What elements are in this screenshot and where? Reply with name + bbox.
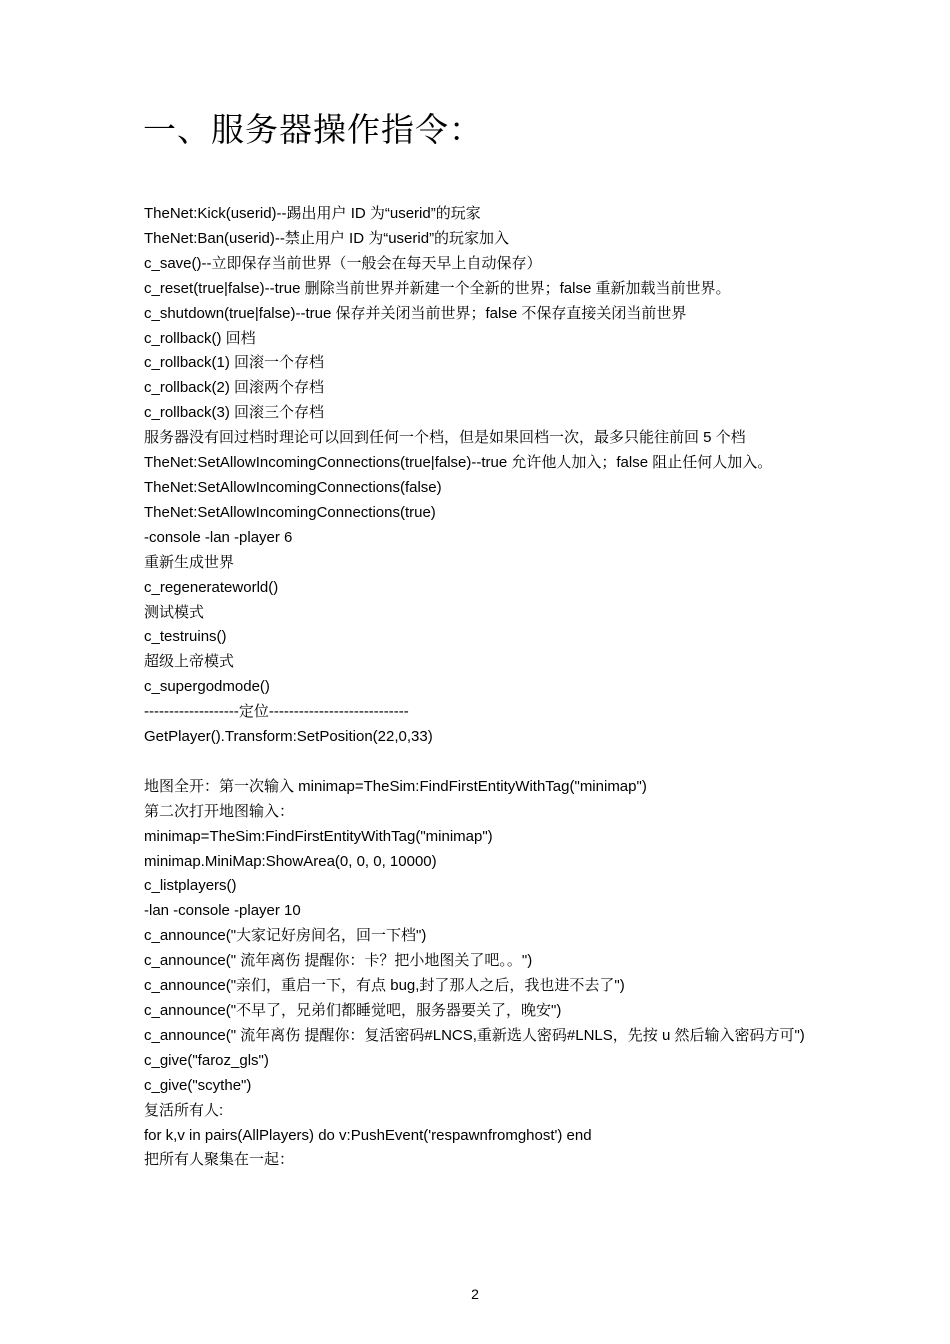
text-line: c_announce("亲们，重启一下，有点 bug,封了那人之后，我也进不去了") — [144, 977, 625, 995]
text-line: 把所有人聚集在一起： — [144, 1151, 295, 1169]
text-line: c_announce("不早了，兄弟们都睡觉吧，服务器要关了，晚安") — [144, 1001, 562, 1019]
section-heading: 一、服务器操作指令： — [143, 110, 483, 149]
text-line: c_announce("大家记好房间名，回一下档") — [144, 927, 427, 945]
command-list — [144, 202, 814, 1173]
text-line: TheNet:SetAllowIncomingConnections(false) — [144, 478, 442, 496]
text-line: 地图全开：第一次输入 minimap=TheSim:FindFirstEntityWithTag("minimap") — [144, 777, 647, 795]
text-line: TheNet:Kick(userid)--踢出用户 ID 为“userid”的玩家 — [144, 205, 481, 222]
text-line: c_announce(" 流年离伤 提醒你：复活密码#LNCS,重新选人密码#LNLS，先按 u 然后输入密码方可") — [144, 1026, 805, 1044]
text-line: c_announce(" 流年离伤 提醒你：卡？把小地图关了吧。。") — [144, 952, 533, 970]
page-number: 2 — [471, 1286, 479, 1302]
text-line: TheNet:SetAllowIncomingConnections(true) — [144, 503, 436, 521]
text-line: c_rollback(2) 回滚两个存档 — [144, 379, 325, 397]
text-line: -------------------定位---------------------------- — [144, 703, 409, 721]
blank-line — [144, 750, 814, 775]
text-line: 复活所有人: — [144, 1101, 224, 1119]
text-line: -console -lan -player 6 — [144, 528, 293, 546]
text-line: c_reset(true|false)--true 删除当前世界并新建一个全新的世界；false 重新加载当前世界。 — [144, 279, 731, 297]
text-line: 测试模式 — [144, 603, 205, 621]
text-line: c_supergodmode() — [144, 678, 270, 696]
text-line: 超级上帝模式 — [144, 653, 235, 671]
text-line: for k,v in pairs(AllPlayers) do v:PushEvent('respawnfromghost') end — [144, 1126, 592, 1144]
text-line: c_save()--立即保存当前世界（一般会在每天早上自动保存） — [144, 254, 542, 272]
text-line: c_rollback(3) 回滚三个存档 — [144, 404, 325, 422]
text-line: c_give("scythe") — [144, 1076, 252, 1094]
text-line: c_rollback(1) 回滚一个存档 — [144, 354, 325, 372]
text-line: TheNet:Ban(userid)--禁止用户 ID 为“userid”的玩家加入 — [144, 229, 510, 247]
text-line: 第二次打开地图输入： — [144, 802, 295, 820]
text-line: TheNet:SetAllowIncomingConnections(true|false)--true 允许他人加入；false 阻止任何人加入。 — [144, 454, 773, 472]
text-line: 服务器没有回过档时理论可以回到任何一个档，但是如果回档一次，最多只能往前回 5 个档 — [144, 429, 746, 447]
text-line: c_rollback() 回档 — [144, 329, 256, 347]
text-line: c_testruins() — [144, 628, 227, 646]
text-line: c_shutdown(true|false)--true 保存并关闭当前世界；false 不保存直接关闭当前世界 — [144, 304, 687, 322]
text-line: 重新生成世界 — [144, 553, 235, 571]
text-line: minimap=TheSim:FindFirstEntityWithTag("minimap") — [144, 827, 493, 845]
text-line: GetPlayer().Transform:SetPosition(22,0,33) — [144, 728, 433, 746]
text-line: c_give("faroz_gls") — [144, 1051, 269, 1069]
text-line: c_regenerateworld() — [144, 578, 279, 596]
text-line: -lan -console -player 10 — [144, 902, 301, 920]
text-line: c_listplayers() — [144, 877, 237, 895]
text-line: minimap.MiniMap:ShowArea(0, 0, 0, 10000) — [144, 852, 437, 870]
